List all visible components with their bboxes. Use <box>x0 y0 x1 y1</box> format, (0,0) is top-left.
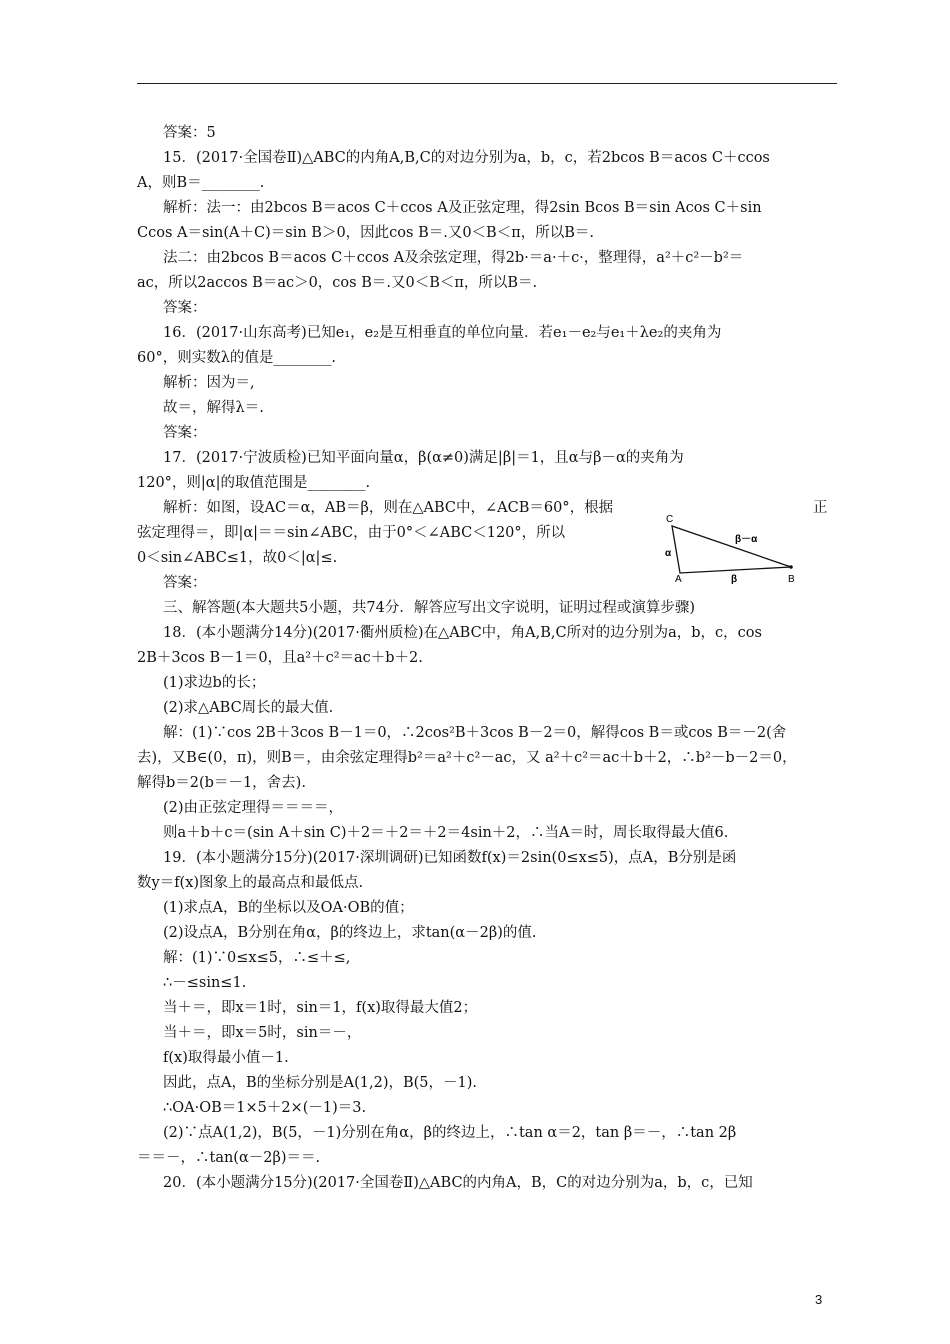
text-line: 答案：5 <box>163 125 216 141</box>
text-line: 法二：由2bcos B＝acos C＋ccos A及余弦定理，得2b·＝a·＋c·，整理得，a²＋c²－b²＝ <box>163 250 744 266</box>
text-line: 2B＋3cos B－1＝0，且a²＋c²＝ac＋b＋2. <box>137 650 423 666</box>
text-line: (1)求边b的长； <box>163 675 266 691</box>
section-heading: 三、解答题(本大题共5小题，共74分．解答应写出文字说明，证明过程或演算步骤) <box>163 600 695 616</box>
text-line: 120°，则|α|的取值范围是________. <box>137 475 371 491</box>
text-line: 解析：因为＝, <box>163 375 255 391</box>
text-line: 18．(本小题满分14分)(2017·衢州质检)在△ABC中，角A,B,C所对的边分别为a，b，c，cos <box>163 625 762 641</box>
text-line: 答案： <box>163 300 207 316</box>
header-rule <box>137 83 837 84</box>
text-line: 20．(本小题满分15分)(2017·全国卷Ⅱ)△ABC的内角A，B，C的对边分别为a，b，c，已知 <box>163 1175 753 1191</box>
text-line: 弦定理得＝，即|α|＝＝sin∠ABC，由于0°＜∠ABC＜120°，所以 <box>137 525 566 541</box>
text-line: 19．(本小题满分15分)(2017·深圳调研)已知函数f(x)＝2sin(0≤x≤5)，点A，B分别是函 <box>163 850 737 866</box>
text-line: 数y＝f(x)图象上的最高点和最低点. <box>137 875 364 891</box>
text-line: 解析：如图，设AC＝α，AB＝β，则在△ABC中，∠ACB＝60°，根据 <box>163 500 614 516</box>
label-b: B <box>788 574 795 585</box>
text-line: (2)∵点A(1,2)，B(5，－1)分别在角α，β的终边上，∴tan α＝2，tan β＝－，∴tan 2β <box>163 1125 737 1141</box>
text-line: 解得b＝2(b＝－1，舍去). <box>137 775 306 791</box>
text-line: 则a＋b＋c＝(sin A＋sin C)＋2＝＋2＝＋2＝4sin＋2，∴当A＝时，周长取得最大值6. <box>163 825 729 841</box>
vertex-b-dot <box>789 565 793 569</box>
text-line: 解析：法一：由2bcos B＝acos C＋ccos A及正弦定理，得2sin Bcos B＝sin Acos C＋sin <box>163 200 762 216</box>
text-line: f(x)取得最小值－1. <box>163 1050 289 1066</box>
label-alpha: α <box>665 548 672 559</box>
text-line: ∴OA·OB＝1×5＋2×(－1)＝3. <box>163 1100 367 1116</box>
text-line: 当＋＝，即x＝1时，sin＝1，f(x)取得最大值2； <box>163 1000 478 1016</box>
text-line: 15．(2017·全国卷Ⅱ)△ABC的内角A,B,C的对边分别为a，b，c，若2bcos B＝acos C＋ccos <box>163 150 770 166</box>
text-line: 故＝，解得λ＝. <box>163 400 264 416</box>
text-line: 去)，又B∈(0，π)，则B＝，由余弦定理得b²＝a²＋c²－ac，又 a²＋c²＝ac＋b＋2，∴b²－b－2＝0， <box>137 750 797 766</box>
text-line: ac，所以2accos B＝ac＞0，cos B＝.又0＜B＜π，所以B＝. <box>137 275 538 291</box>
text-line: 正 <box>813 500 828 516</box>
text-line: 60°，则实数λ的值是________. <box>137 350 336 366</box>
text-line: Ccos A＝sin(A＋C)＝sin B＞0，因此cos B＝.又0＜B＜π，所以B＝. <box>137 225 595 241</box>
text-line: 答案： <box>163 575 207 591</box>
text-line: ∴－≤sin≤1. <box>163 975 247 991</box>
text-line: (2)求△ABC周长的最大值. <box>163 700 334 716</box>
label-a: A <box>675 574 682 585</box>
text-line: 因此，点A，B的坐标分别是A(1,2)，B(5，－1). <box>163 1075 478 1091</box>
text-line: (1)求点A，B的坐标以及OA·OB的值； <box>163 900 414 916</box>
text-line: (2)设点A，B分别在角α，β的终边上，求tan(α－2β)的值. <box>163 925 537 941</box>
label-c: C <box>666 514 674 525</box>
triangle-figure <box>655 510 805 590</box>
text-line: 答案： <box>163 425 207 441</box>
text-line: ＝＝－，∴tan(α－2β)＝＝. <box>137 1150 321 1166</box>
text-line: A，则B＝________. <box>137 175 265 191</box>
text-line: 17．(2017·宁波质检)已知平面向量α，β(α≠0)满足|β|＝1，且α与β－α的夹角为 <box>163 450 684 466</box>
text-line: 解：(1)∵0≤x≤5，∴≤＋≤, <box>163 950 351 966</box>
text-line: 解：(1)∵cos 2B＋3cos B－1＝0，∴2cos²B＋3cos B－2＝0，解得cos B＝或cos B＝－2(舍 <box>163 725 787 741</box>
page-number: 3 <box>815 1292 823 1307</box>
text-line: 16．(2017·山东高考)已知e₁，e₂是互相垂直的单位向量．若e₁－e₂与e₁＋λe₂的夹角为 <box>163 325 722 341</box>
text-line: 0＜sin∠ABC≤1，故0＜|α|≤. <box>137 550 338 566</box>
label-beta-minus-alpha: β－α <box>735 534 758 545</box>
text-line: (2)由正弦定理得＝＝＝＝， <box>163 800 344 816</box>
triangle-shape <box>672 526 791 573</box>
text-line: 当＋＝，即x＝5时，sin＝－， <box>163 1025 362 1041</box>
label-beta: β <box>731 574 738 585</box>
